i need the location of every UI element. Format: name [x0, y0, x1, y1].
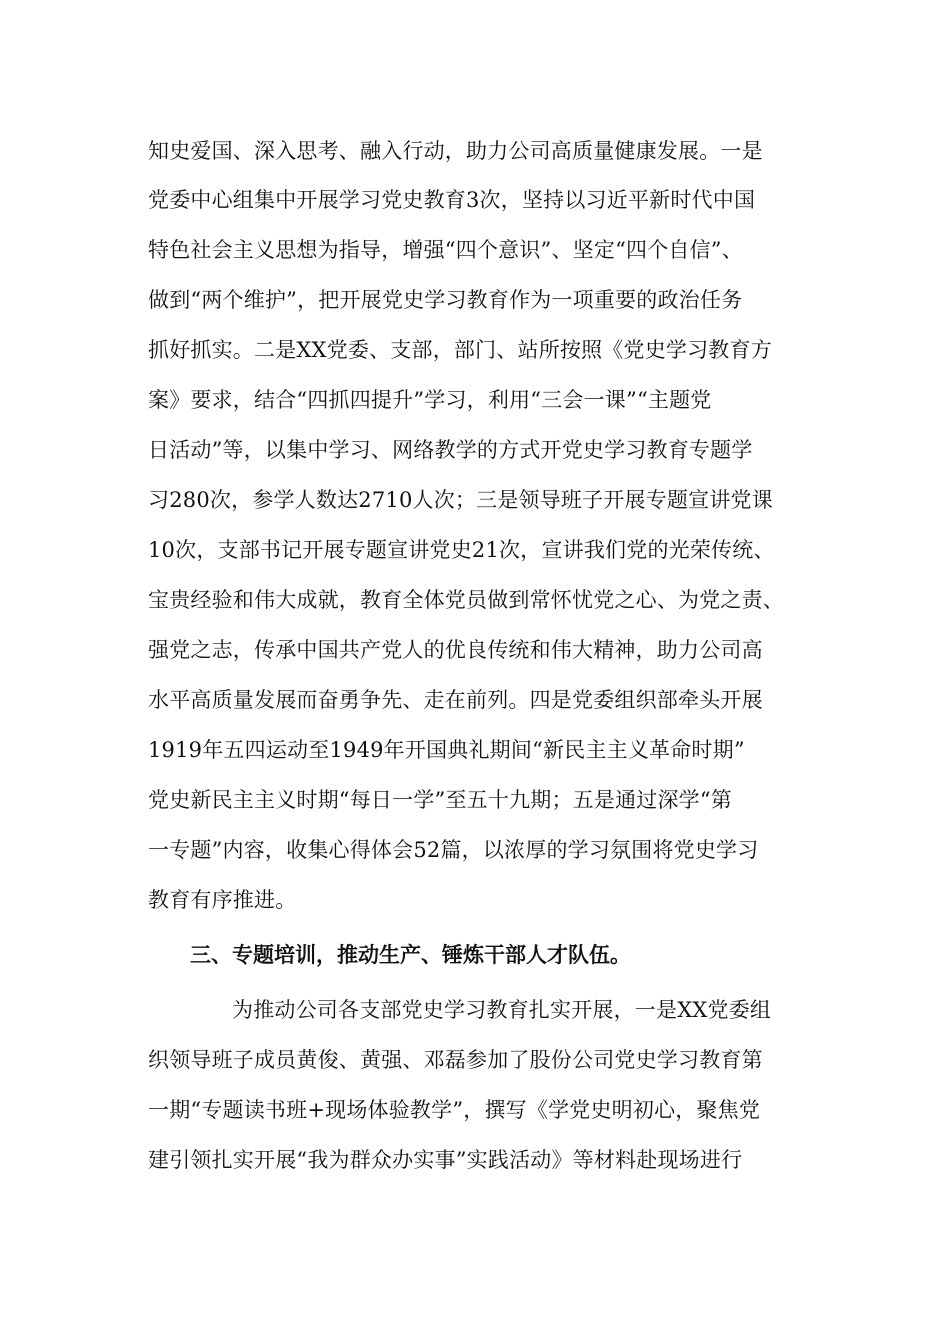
body-text-line: 一专题”内容，收集心得体会52篇，以浓厚的学习氛围将党史学习	[148, 838, 759, 862]
body-text-line: 10次，支部书记开展专题宣讲党史21次，宣讲我们党的光荣传统、	[148, 538, 775, 562]
body-text-line: 水平高质量发展而奋勇争先、走在前列。四是党委组织部牵头开展	[148, 688, 763, 712]
section-heading: 三、专题培训，推动生产、锤炼干部人才队伍。	[190, 943, 631, 967]
body-text-line: 日活动”等，以集中学习、网络教学的方式开党史学习教育专题学	[148, 438, 753, 462]
body-text-line: 党委中心组集中开展学习党史教育3次，坚持以习近平新时代中国	[148, 188, 756, 212]
body-text-line: 抓好抓实。二是XX党委、支部，部门、站所按照《党史学习教育方	[148, 338, 772, 362]
body-text-line: 强党之志，传承中国共产党人的优良传统和伟大精神，助力公司高	[148, 638, 763, 662]
body-text-line: 党史新民主主义时期“每日一学”至五十九期；五是通过深学“第	[148, 788, 733, 812]
body-text-line: 教育有序推进。	[148, 888, 297, 912]
body-text-line: 为推动公司各支部党史学习教育扎实开展，一是XX党委组	[232, 998, 772, 1022]
body-text-line: 建引领扎实开展“我为群众办实事”实践活动》等材料赴现场进行	[148, 1148, 743, 1172]
body-text-line: 习280次，参学人数达2710人次；三是领导班子开展专题宣讲党课	[148, 488, 773, 512]
body-text-line: 案》要求，结合“四抓四提升”学习，利用“三会一课”“主题党	[148, 388, 712, 412]
body-text-line: 做到“两个维护”，把开展党史学习教育作为一项重要的政治任务	[148, 288, 743, 312]
body-text-line: 1919年五四运动至1949年开国典礼期间“新民主主义革命时期”	[148, 738, 745, 762]
body-text-line: 宝贵经验和伟大成就，教育全体党员做到常怀忧党之心、为党之责、	[148, 588, 784, 612]
body-text-line: 一期“专题读书班+现场体验教学”，撰写《学党史明初心，聚焦党	[148, 1098, 761, 1122]
body-text-line: 知史爱国、深入思考、融入行动，助力公司高质量健康发展。一是	[148, 139, 763, 163]
body-text-line: 特色社会主义思想为指导，增强“四个意识”、坚定“四个自信”、	[148, 238, 743, 262]
body-text-line: 织领导班子成员黄俊、黄强、邓磊参加了股份公司党史学习教育第	[148, 1048, 763, 1072]
